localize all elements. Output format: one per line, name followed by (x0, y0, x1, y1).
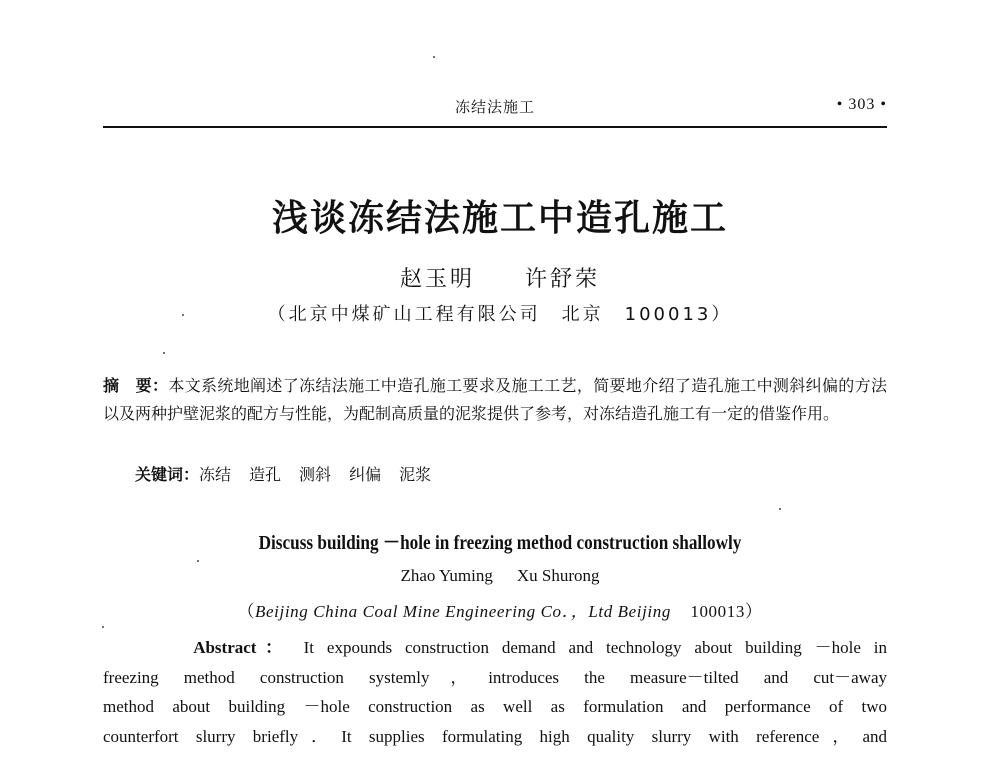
paper-title-english: Discuss building －hole in freezing method construction shallowly (258, 532, 742, 554)
affiliation-chinese: （北京中煤矿山工程有限公司 北京 100013） (267, 304, 733, 325)
affiliation-english-code: 100013） (690, 602, 763, 621)
running-header-section: 冻结法施工 (454, 98, 535, 116)
author-name: Zhao Yuming (400, 566, 493, 585)
author-name: Xu Shurong (516, 566, 600, 585)
abstract-chinese (103, 372, 887, 428)
affiliation-english (0, 597, 1000, 622)
keyword: 测斜 (299, 465, 332, 484)
keyword: 泥浆 (399, 465, 432, 484)
running-header (103, 96, 887, 128)
abstract-english-label: Abstract： (193, 638, 291, 657)
abstract-english-text: It expounds construction demand and technology about building －hole in (303, 638, 887, 657)
abstract-english-line: freezing method construction systemly，introduces the measure－tilted and cut－away (103, 667, 887, 687)
abstract-english-line: counterfort slurry briefly．It supplies formulating high quality slurry with reference，and (103, 726, 887, 746)
speck (433, 56, 435, 58)
speck (197, 560, 199, 562)
paper-title-chinese: 浅谈冻结法施工中造孔施工 (271, 198, 728, 239)
authors-english (0, 566, 1000, 586)
abstract-chinese-text: 本文系统地阐述了冻结法施工中造孔施工要求及施工工艺，简要地介绍了造孔施工中测斜纠偏的方法以及两种护壁泥浆的配方与性能，为配制高质量的泥浆提供了参考，对冻结造孔施工有一定的借鉴作用。 (103, 376, 887, 423)
keywords-chinese (135, 462, 449, 485)
abstract-english-line (103, 633, 887, 663)
abstract-english-line: method about building －hole construction as well as formulation and performance of two (103, 697, 887, 716)
keyword: 造孔 (249, 465, 282, 484)
page-number: • 303 • (836, 96, 887, 113)
speck (163, 352, 165, 354)
speck (102, 626, 104, 628)
abstract-chinese-label: 摘 要： (103, 376, 169, 395)
affiliation-open-paren: （ (237, 602, 256, 621)
affiliation-english-name: Beijing China Coal Mine Engineering Co．，Ltd Beijing (255, 602, 671, 621)
speck (779, 508, 781, 510)
keyword: 纠偏 (349, 465, 382, 484)
keywords-chinese-label: 关键词： (135, 465, 200, 484)
header-rule (103, 126, 887, 128)
keyword: 冻结 (199, 465, 232, 484)
abstract-english (103, 633, 887, 751)
authors-chinese: 赵玉明 许舒荣 (399, 267, 600, 292)
